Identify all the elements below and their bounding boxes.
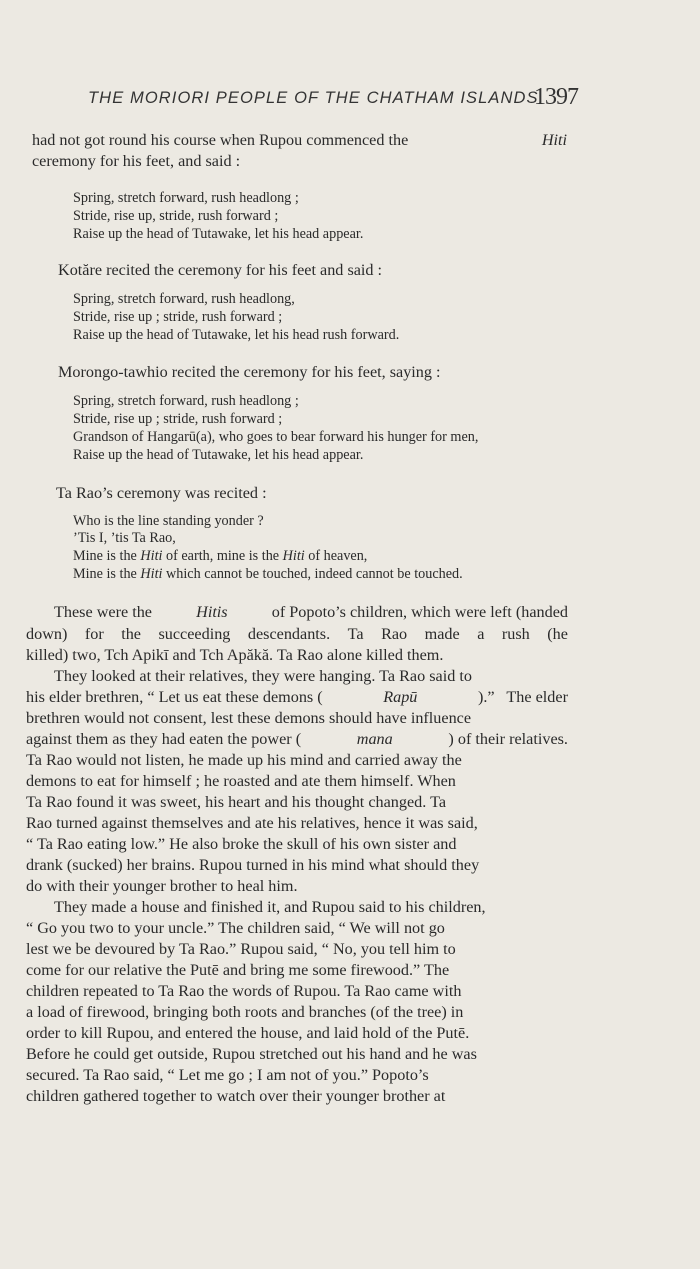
verse-line: Spring, stretch forward, rush headlong, — [73, 291, 295, 307]
text-line: children gathered together to watch over their younger brother at — [26, 1087, 446, 1105]
text-segment: Mine is the — [73, 548, 137, 564]
text-line: Kotăre recited the ceremony for his feet and said : — [58, 261, 383, 279]
text-line: “ Ta Rao eating low.” He also broke the skull of his own sister and — [26, 835, 457, 853]
italic-term: Rapū — [383, 688, 418, 706]
text-segment: which cannot be touched, indeed cannot be touched. — [166, 566, 463, 582]
verse-line — [73, 547, 367, 565]
text-line: killed) two, Tch Apikī and Tch Apăkă. Ta Rao alone killed them. — [26, 646, 444, 664]
text-line: down) for the succeeding descendants. Ta Rao made a rush (he — [26, 625, 568, 643]
text-line — [26, 729, 568, 749]
text-line: children repeated to Ta Rao the words of Rupou. Ta Rao came with — [26, 982, 462, 1000]
text-segment: of heaven, — [308, 548, 368, 564]
text-line: secured. Ta Rao said, “ Let me go ; I am not of you.” Popoto’s — [26, 1066, 429, 1084]
text-segment: against them as they had eaten the power ( — [26, 730, 302, 748]
text-line: Before he could get outside, Rupou stretched out his hand and he was — [26, 1045, 477, 1063]
verse-line — [73, 565, 463, 583]
text-line: They looked at their relatives, they were hanging. Ta Rao said to — [54, 667, 472, 685]
text-line: lest we be devoured by Ta Rao.” Rupou said, “ No, you tell him to — [26, 940, 456, 958]
text-segment: ).” The elder — [477, 688, 568, 706]
running-header — [88, 86, 588, 114]
italic-term: mana — [356, 730, 393, 748]
text-segment: had not got round his course when Rupou commenced the — [32, 131, 409, 149]
page-number: 1397 — [534, 84, 578, 110]
text-line: ceremony for his feet, and said : — [32, 152, 241, 170]
italic-term: Hiti — [541, 131, 567, 149]
text-line: come for our relative the Putē and bring me some firewood.” The — [26, 961, 450, 979]
text-segment: his elder brethren, “ Let us eat these demons ( — [26, 688, 323, 706]
text-segment: ) of their relatives. — [448, 730, 568, 748]
verse-line: Stride, rise up, stride, rush forward ; — [73, 208, 279, 224]
italic-term: Hiti — [140, 566, 163, 582]
text-line: Ta Rao found it was sweet, his heart and his thought changed. Ta — [26, 793, 447, 811]
text-segment: of Popoto’s children, which were left (handed — [271, 603, 568, 621]
text-line: do with their younger brother to heal him. — [26, 877, 298, 895]
verse-line: Raise up the head of Tutawake, let his head appear. — [73, 447, 364, 463]
text-line: They made a house and finished it, and Rupou said to his children, — [54, 898, 486, 916]
verse-line: Spring, stretch forward, rush headlong ; — [73, 393, 299, 409]
verse-line: Spring, stretch forward, rush headlong ; — [73, 190, 299, 206]
text-segment: Mine is the — [73, 566, 137, 582]
text-line: “ Go you two to your uncle.” The children said, “ We will not go — [26, 919, 445, 937]
text-line — [26, 687, 568, 707]
text-line: demons to eat for himself ; he roasted and ate them himself. When — [26, 772, 456, 790]
text-line: Morongo-tawhio recited the ceremony for his feet, saying : — [58, 363, 441, 381]
verse-line: Grandson of Hangarū(a), who goes to bear forward his hunger for men, — [73, 429, 479, 445]
verse-line: Stride, rise up ; stride, rush forward ; — [73, 309, 283, 325]
text-line — [32, 130, 567, 150]
verse-line: Stride, rise up ; stride, rush forward ; — [73, 411, 283, 427]
italic-term: Hitis — [196, 603, 228, 621]
text-line — [54, 602, 568, 622]
text-segment: These were the — [54, 603, 152, 621]
text-line: Ta Rao would not listen, he made up his mind and carried away the — [26, 751, 462, 769]
text-line: brethren would not consent, lest these demons should have influence — [26, 709, 472, 727]
italic-term: Hiti — [282, 548, 305, 564]
verse-line: ’Tis I, ’tis Ta Rao, — [73, 530, 176, 546]
text-line: order to kill Rupou, and entered the house, and laid hold of the Putē. — [26, 1024, 470, 1042]
verse-line: Raise up the head of Tutawake, let his head appear. — [73, 226, 364, 242]
running-title: THE MORIORI PEOPLE OF THE CHATHAM ISLANDS. — [88, 89, 545, 107]
text-line: Ta Rao’s ceremony was recited : — [56, 484, 267, 502]
verse-line: Raise up the head of Tutawake, let his head rush forward. — [73, 327, 400, 343]
italic-term: Hiti — [140, 548, 163, 564]
text-line: Rao turned against themselves and ate his relatives, hence it was said, — [26, 814, 478, 832]
text-segment: of earth, mine is the — [166, 548, 280, 564]
text-line: drank (sucked) her brains. Rupou turned in his mind what should they — [26, 856, 480, 874]
verse-line: Who is the line standing yonder ? — [73, 513, 264, 529]
text-line: a load of firewood, bringing both roots and branches (of the tree) in — [26, 1003, 464, 1021]
